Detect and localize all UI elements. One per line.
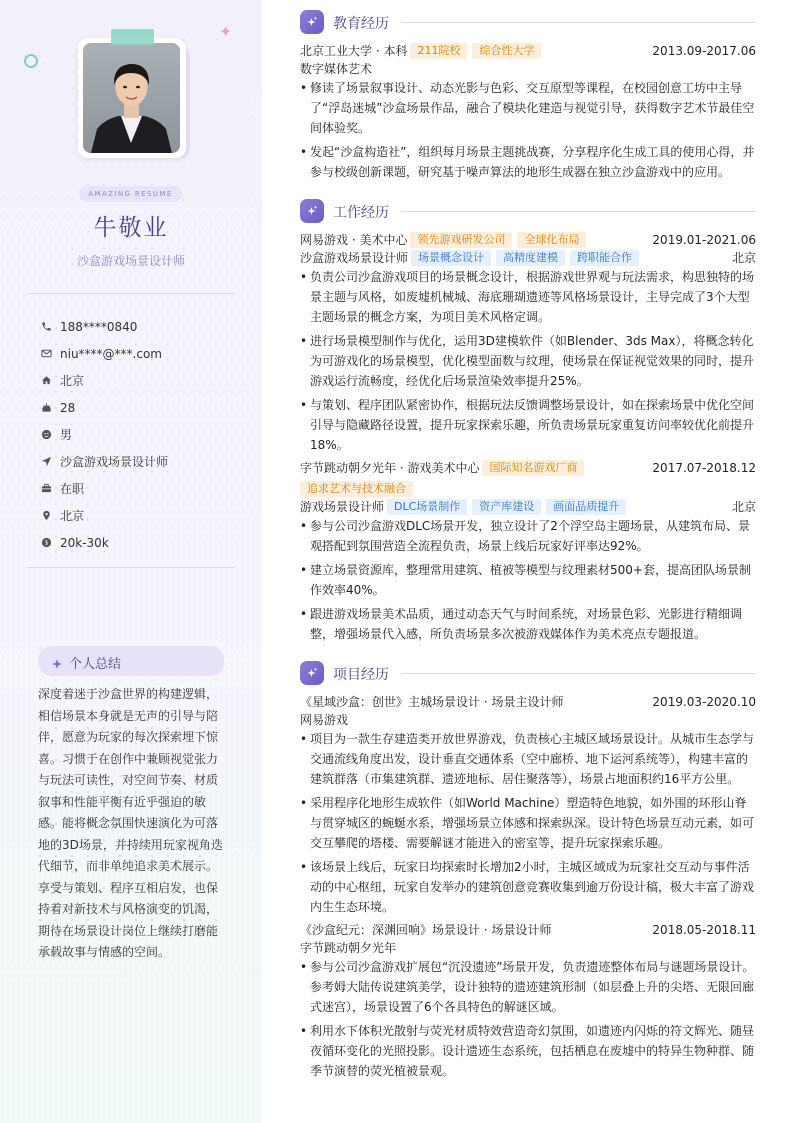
tag: DLC场景制作 xyxy=(387,499,467,515)
job-period: 2019.01-2021.06 xyxy=(652,233,756,247)
job-company-row: 网易游戏 · 美术中心 领先游戏研发公司 全球化布局 2019.01-2021.06 xyxy=(300,233,756,247)
sparkle-icon: ✦ xyxy=(219,22,233,41)
info-status: 在职 xyxy=(40,475,168,502)
education-major: 数字媒体艺术 xyxy=(300,62,373,76)
send-icon xyxy=(40,456,52,468)
work-header: 工作经历 xyxy=(300,199,756,223)
info-target-role: 沙盒游戏场景设计师 xyxy=(40,448,168,475)
info-phone: 188****0840 xyxy=(40,313,168,340)
tag: 跨职能合作 xyxy=(570,250,639,266)
info-salary: $ 20k-30k xyxy=(40,529,168,556)
tag: 全球化布局 xyxy=(517,232,586,248)
list-item: • 建立场景资源库，整理常用建筑、植被等模型与纹理素材500+套，提高团队场景制作效率40%。 xyxy=(300,560,756,600)
education-school-row xyxy=(300,42,756,60)
info-age: 28 xyxy=(40,394,168,421)
tag: 综合性大学 xyxy=(472,43,541,59)
mail-icon xyxy=(40,348,52,360)
contact-info-list xyxy=(40,313,168,556)
school-name: 北京工业大学 · 本科 xyxy=(300,44,408,58)
tag: 211院校 xyxy=(410,43,467,59)
list-item: • 参与公司沙盒游戏DLC场景开发，独立设计了2个浮空岛主题场景，从建筑布局、景观搭配到氛围营造全流程负责，场景上线后玩家好评率达92%。 xyxy=(300,516,756,556)
project-name-row: 《星域沙盒：创世》主城场景设计 · 场景主设计师 2019.03-2020.10 xyxy=(300,695,756,709)
tag: 领先游戏研发公司 xyxy=(410,232,512,248)
tag: 画面品质提升 xyxy=(546,499,626,515)
project-bullets xyxy=(300,729,756,917)
education-period: 2013.09-2017.06 xyxy=(652,44,756,58)
list-item: • 发起“沙盒构造社”，组织每月场景主题挑战赛，分享程序化生成工具的使用心得，并参与校级创新课题，研究基于噪声算法的地形生成器在独立沙盒游戏中的应用。 xyxy=(300,142,756,182)
tag: 追求艺术与技术融合 xyxy=(300,481,413,497)
job-title: 沙盒游戏场景设计师 xyxy=(76,254,185,268)
list-item: • 利用水下体积光散射与荧光材质特效营造奇幻氛围，如遗迹内闪烁的符文辉光、随昼夜循环变化的光照投影。设计遗迹生态系统，包括栖息在废墟中的特异生物种群、随季节演替的荧光植被景观。 xyxy=(300,1021,756,1081)
decor-ring xyxy=(24,54,38,68)
sidebar xyxy=(0,0,262,1123)
gender-icon xyxy=(40,429,52,441)
list-item: • 跟进游戏场景美术品质，通过动态天气与时间系统，对场景色彩、光影进行精细调整，增强场景代入感，所负责场景多次被游戏媒体作为美术亮点专题报道。 xyxy=(300,604,756,644)
person-name: 牛敬业 xyxy=(93,215,169,241)
sparkle-icon xyxy=(300,661,324,685)
tag: 资产库建设 xyxy=(472,499,541,515)
list-item: • 项目为一款生存建造类开放世界游戏，负责核心主城区域场景设计。从城市生态学与交通流线角度出发，设计垂直交通体系（空中廊桥、地下运河系统等），构建丰富的建筑群落（市集建筑群、遗迹地标、居住聚落等），场景占地面积约16平方公里。 xyxy=(300,729,756,789)
home-icon xyxy=(40,375,52,387)
location-icon xyxy=(40,510,52,522)
divider xyxy=(27,567,235,568)
education-bullets xyxy=(300,78,756,182)
list-item: • 负责公司沙盒游戏项目的场景概念设计，根据游戏世界观与玩法需求，构思独特的场景主题与风格，如废墟机械城、海底珊瑚遗迹等风格场景设计，主导完成了3个大型主题场景的概念方案，为项目美术风格定调。 xyxy=(300,267,756,327)
job-city: 北京 xyxy=(731,500,756,514)
sparkle-icon xyxy=(300,10,324,34)
tag: 场景概念设计 xyxy=(411,250,491,266)
info-home: 北京 xyxy=(40,367,168,394)
list-item: • 进行场景模型制作与优化，运用3D建模软件（如Blender、3ds Max），将概念转化为可游戏化的场景模型，优化模型面数与纹理，使场景在保证视觉效果的同时，提升游戏运行流畅度，经优化后场景渲染效率提升25%。 xyxy=(300,331,756,391)
project-company: 字节跳动朝夕光年 xyxy=(300,941,397,955)
project-period: 2019.03-2020.10 xyxy=(652,695,756,709)
job-role-row: 沙盒游戏场景设计师 场景概念设计 高精度建模 跨职能合作 北京 xyxy=(300,251,756,265)
briefcase-icon xyxy=(40,483,52,495)
project-name-row: 《沙盒纪元：深渊回响》场景设计 · 场景设计师 2018.05-2018.11 xyxy=(300,923,756,937)
job-bullets xyxy=(300,267,756,455)
resume-badge: AMAZING RESUME xyxy=(79,186,182,202)
job-city: 北京 xyxy=(731,251,756,265)
list-item: • 采用程序化地形生成软件（如World Machine）塑造特色地貌，如外围的环形山脊与贯穿城区的蜿蜒水系，增强场景立体感和探索纵深。设计特色场景互动元素，如可交互攀爬的塔楼、需要解谜才能进入的密室等，提升玩家探索乐趣。 xyxy=(300,793,756,853)
tag: 高精度建模 xyxy=(496,250,565,266)
money-icon xyxy=(40,537,52,549)
list-item: • 修读了场景叙事设计、动态光影与色彩、交互原型等课程，在校园创意工坊中主导了“浮岛迷城”沙盒场景作品，融合了模块化建造与视觉引导，获得数字艺术节最佳空间体验奖。 xyxy=(300,78,756,138)
phone-icon xyxy=(40,321,52,333)
list-item: • 该场景上线后，玩家日均探索时长增加2小时，主城区域成为玩家社交互动与事件活动的中心枢纽，玩家自发举办的建筑创意竞赛收集到逾万份设计稿，极大丰富了游戏内生生态环境。 xyxy=(300,857,756,917)
job-company-row: 字节跳动朝夕光年 · 游戏美术中心 国际知名游戏厂商 2017.07-2018.12 追求艺术与技术融合 xyxy=(300,461,756,495)
projects-header: 项目经历 xyxy=(300,661,756,685)
sparkle-icon xyxy=(51,655,63,674)
sparkle-icon xyxy=(300,199,324,223)
divider xyxy=(27,293,235,294)
project-company: 网易游戏 xyxy=(300,713,349,727)
info-email: niu****@***.com xyxy=(40,340,168,367)
project-bullets xyxy=(300,957,756,1081)
job-period: 2017.07-2018.12 xyxy=(652,461,756,475)
education-header: 教育经历 xyxy=(300,10,756,34)
summary-header: 个人总结 xyxy=(38,646,224,676)
svg-text:$: $ xyxy=(44,539,48,547)
tag: 国际知名游戏厂商 xyxy=(482,460,584,476)
avatar xyxy=(83,43,180,153)
list-item: • 参与公司沙盒游戏扩展包“沉没遗迹”场景开发，负责遗迹整体布局与谜题场景设计。参考姆大陆传说建筑美学，设计独特的遗迹建筑形制（如层叠上升的尖塔、无限回廊式迷宫），场景设置了6个各具特色的解谜区域。 xyxy=(300,957,756,1017)
info-location: 北京 xyxy=(40,502,168,529)
project-period: 2018.05-2018.11 xyxy=(652,923,756,937)
summary-text: 深度着迷于沙盒世界的构建逻辑，相信场景本身就是无声的引导与陪伴，愿意为玩家的每次探索埋下惊喜。习惯于在创作中兼顾视觉张力与玩法可读性，对空间节奏、材质叙事和性能平衡有近乎强迫的敏感。能将概念氛围快速演化为可落地的3D场景，并持续用玩家视角迭代细节，而非单纯追求美术展示。享受与策划、程序互相启发，也保持着对新技术与风格演变的饥渴，期待在场景设计岗位上继续打磨能承载故事与情感的空间。 xyxy=(38,687,223,959)
job-role-row: 游戏场景设计师 DLC场景制作 资产库建设 画面品质提升 北京 xyxy=(300,500,756,514)
info-gender: 男 xyxy=(40,421,168,448)
photo-tape xyxy=(111,29,154,45)
cake-icon xyxy=(40,402,52,414)
list-item: • 与策划、程序团队紧密协作，根据玩法反馈调整场景设计，如在探索场景中优化空间引导与隐藏路径设置，提升玩家探索乐趣，所负责场景玩家重复访问率较优化前提升18%。 xyxy=(300,395,756,455)
job-bullets xyxy=(300,516,756,644)
